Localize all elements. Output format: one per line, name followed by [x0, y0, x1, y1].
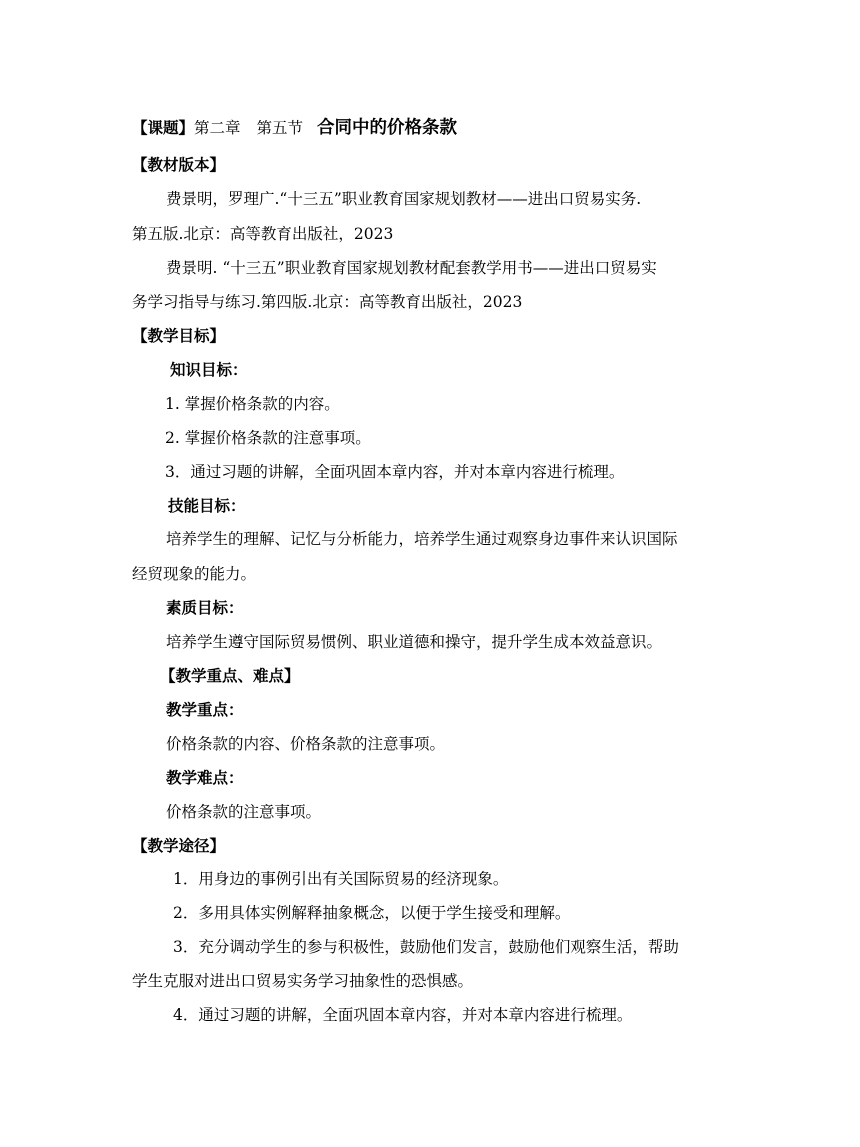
difficulty-label: 教学难点：	[166, 768, 244, 787]
knowledge-item-2: 2. 掌握价格条款的注意事项。	[165, 429, 371, 447]
lesson-title-line	[132, 118, 742, 138]
knowledge-objective-label: 知识目标：	[170, 360, 248, 379]
approach-item-4: 4．通过习题的讲解，全面巩固本章内容，并对本章内容进行梳理。	[173, 1006, 633, 1024]
skill-text-line1: 培养学生的理解、记忆与分析能力，培养学生通过观察身边事件来认识国际	[166, 530, 678, 548]
textbook-heading: 【教材版本】	[132, 155, 226, 174]
objectives-heading: 【教学目标】	[132, 326, 226, 345]
approach-item-3-line2: 学生克服对进出口贸易实务学习抽象性的恐惧感。	[132, 972, 474, 990]
knowledge-item-1: 1. 掌握价格条款的内容。	[165, 395, 340, 413]
section-label: 第五节	[256, 119, 304, 137]
key-points-heading: 【教学重点、难点】	[160, 666, 300, 685]
approach-item-3-line1: 3．充分调动学生的参与积极性，鼓励他们发言，鼓励他们观察生活，帮助	[173, 938, 679, 956]
textbook-ref1-line2: 第五版.北京：高等教育出版社，2023	[132, 225, 394, 243]
approach-item-2: 2．多用具体实例解释抽象概念，以便于学生接受和理解。	[173, 904, 571, 922]
approach-heading: 【教学途径】	[132, 836, 226, 855]
focus-label: 教学重点：	[166, 700, 244, 719]
textbook-ref2-line2: 务学习指导与练习.第四版.北京：高等教育出版社，2023	[132, 293, 523, 311]
lesson-title: 合同中的价格条款	[317, 118, 458, 138]
textbook-ref1-line1: 费景明，罗理广.“十三五”职业教育国家规划教材——进出口贸易实务.	[166, 190, 642, 208]
quality-text: 培养学生遵守国际贸易惯例、职业道德和操守，提升学生成本效益意识。	[166, 633, 663, 651]
textbook-ref2-line1: 费景明. “十三五”职业教育国家规划教材配套教学用书——进出口贸易实	[166, 259, 657, 277]
approach-item-1: 1．用身边的事例引出有关国际贸易的经济现象。	[173, 870, 509, 888]
difficulty-text: 价格条款的注意事项。	[166, 803, 322, 821]
skill-text-line2: 经贸现象的能力。	[132, 565, 257, 583]
focus-text: 价格条款的内容、价格条款的注意事项。	[166, 735, 446, 753]
knowledge-item-3: 3．通过习题的讲解，全面巩固本章内容，并对本章内容进行梳理。	[165, 463, 625, 481]
chapter-label: 第二章	[194, 119, 241, 137]
topic-label: 【课题】	[132, 118, 195, 137]
quality-objective-label: 素质目标：	[166, 598, 244, 617]
skill-objective-label: 技能目标：	[168, 496, 246, 515]
